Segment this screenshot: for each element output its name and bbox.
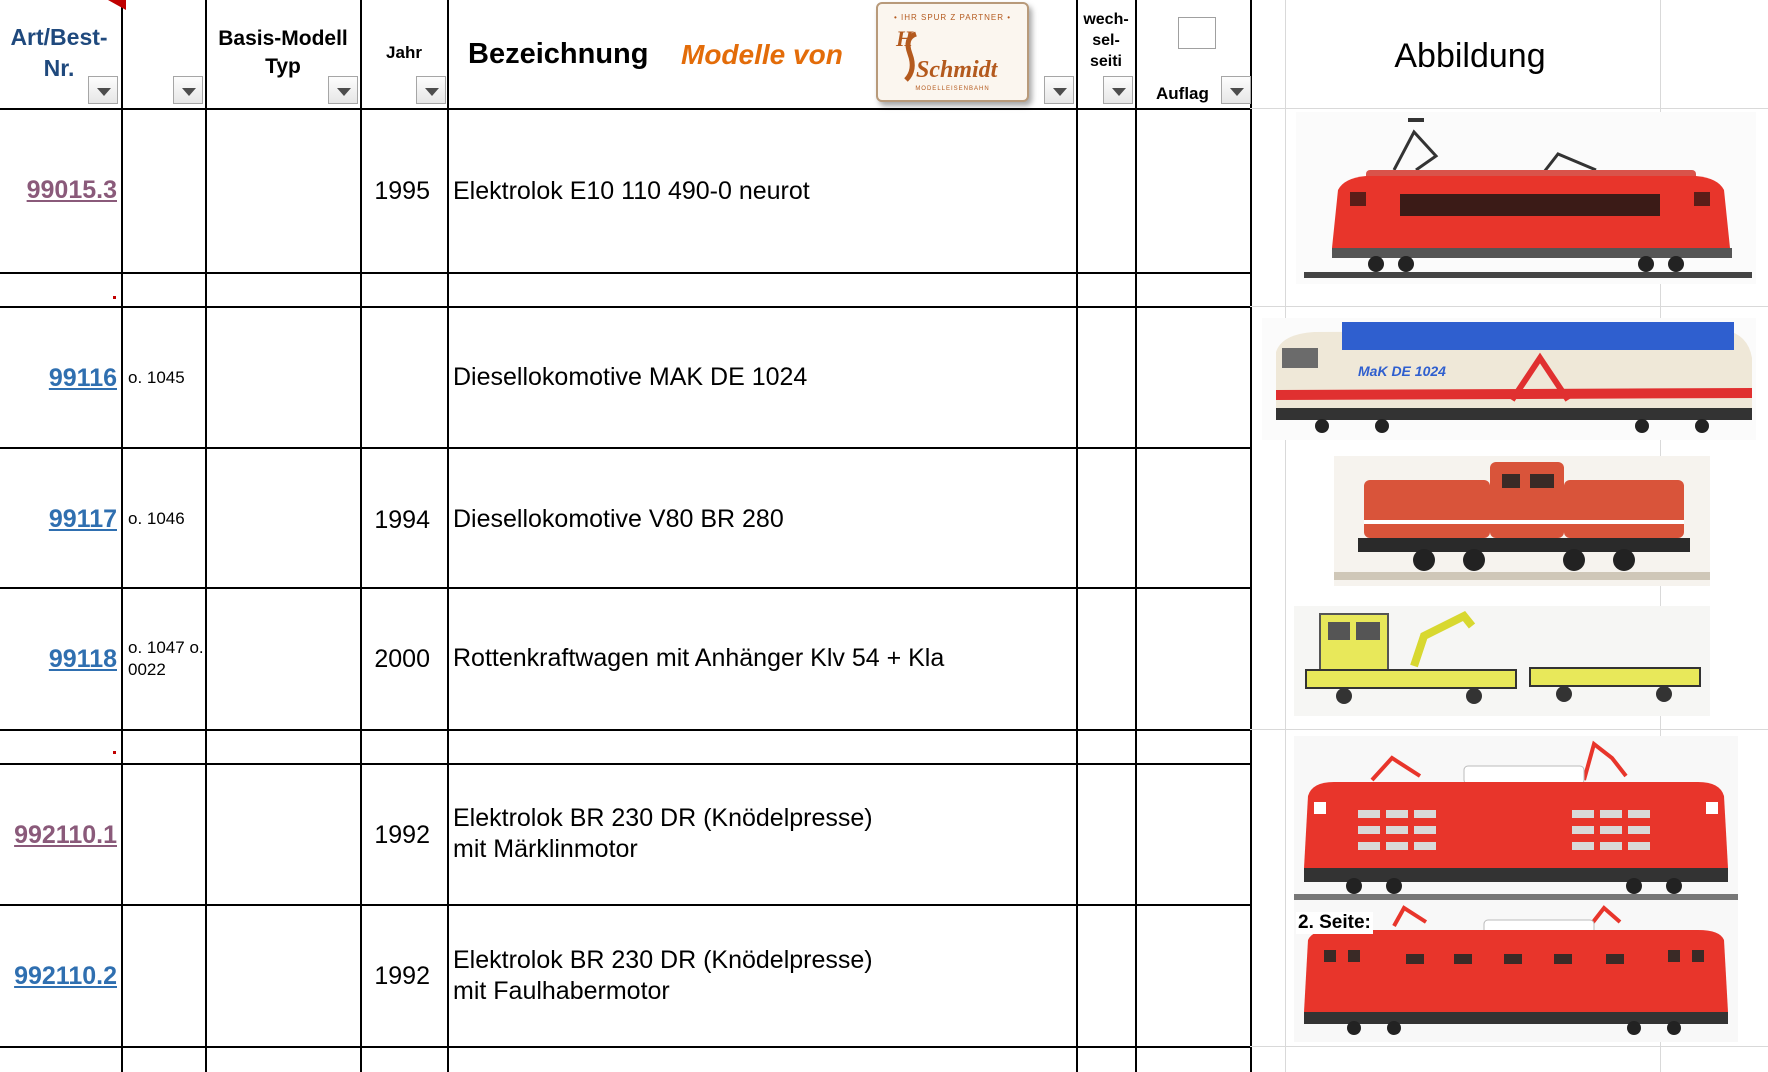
header-art-nr: Art/Best- Nr. [10, 24, 108, 81]
svg-text:MaK DE 1024: MaK DE 1024 [1358, 363, 1446, 379]
header-jahr: Jahr [386, 43, 422, 62]
art-nr-link[interactable]: 99117 [48, 505, 117, 533]
row-divider [0, 306, 1250, 308]
art-nr-link[interactable]: 992110.1 [14, 821, 117, 849]
comment-indicator [108, 0, 126, 10]
rottenkraftwagen-image [1294, 606, 1710, 716]
logo-top-text: • IHR SPUR Z PARTNER • [893, 13, 1012, 22]
description-cell: Rottenkraftwagen mit Anhänger Klv 54 + Kla [453, 644, 945, 672]
header-abbildung: Abbildung [1394, 37, 1546, 75]
row-divider [0, 729, 1250, 731]
basis-cell: o. 1045 [128, 368, 185, 387]
row-divider [0, 763, 1250, 765]
filter-dropdown-bezeichnung[interactable] [1044, 76, 1074, 104]
description-cell: Elektrolok E10 110 490-0 neurot [453, 177, 810, 205]
logo-sub-text: MODELLEISENBAHN [915, 86, 990, 92]
row-divider [0, 904, 1250, 906]
year-cell: 1995 [374, 177, 430, 205]
mak-de1024-diesel-image [1262, 318, 1756, 440]
header-bezeichnung: Bezeichnung [468, 38, 649, 70]
row-divider [0, 587, 1250, 589]
row-divider-light [1250, 108, 1768, 109]
red-dot-marker [113, 296, 116, 299]
row-divider-light [1250, 306, 1768, 307]
art-nr-link[interactable]: 99118 [48, 645, 117, 673]
row-divider-light [1250, 729, 1768, 730]
red-dot-marker [113, 751, 116, 754]
art-nr-link[interactable]: 99015.3 [26, 176, 117, 204]
col-divider [1076, 0, 1078, 1072]
v80-diesel-image [1334, 456, 1710, 586]
col-divider [360, 0, 362, 1072]
header-modelle-von: Modelle von [681, 39, 843, 70]
row-divider [0, 272, 1250, 274]
row-divider [0, 108, 1250, 110]
row-divider [0, 1046, 1250, 1048]
description-cell: Diesellokomotive V80 BR 280 [453, 505, 784, 533]
col-divider [1135, 0, 1137, 1072]
header-auflage: Auflag [1156, 84, 1209, 103]
col-divider [205, 0, 207, 1072]
header-checkbox[interactable] [1178, 17, 1216, 49]
logo-name: Schmidt [916, 57, 998, 83]
filter-dropdown-art[interactable] [88, 76, 118, 104]
filter-dropdown-jahr[interactable] [416, 76, 446, 104]
filter-dropdown-wechselseitig[interactable] [1103, 76, 1133, 104]
row-divider-light [1250, 1046, 1768, 1047]
description-cell: Elektrolok BR 230 DR (Knödelpresse) mit Faulhabermotor [453, 946, 873, 1005]
col-divider [1250, 0, 1252, 1072]
br230-side1-image [1294, 736, 1738, 906]
schmidt-logo [876, 2, 1029, 102]
row-divider [0, 447, 1250, 449]
red-e10-locomotive-image [1296, 112, 1756, 284]
filter-dropdown-basis[interactable] [328, 76, 358, 104]
year-cell: 2000 [374, 645, 430, 673]
description-cell: Elektrolok BR 230 DR (Knödelpresse) mit Märklinmotor [453, 804, 873, 863]
col-divider [447, 0, 449, 1072]
image-caption-second-side: 2. Seite: [1298, 912, 1371, 933]
logo-letter: H [896, 26, 914, 51]
description-cell: Diesellokomotive MAK DE 1024 [453, 363, 808, 391]
year-cell: 1994 [374, 506, 430, 534]
col-divider [121, 0, 123, 1072]
filter-dropdown-auflage[interactable] [1221, 76, 1251, 104]
col-divider-light [1285, 0, 1286, 1072]
year-cell: 1992 [374, 962, 430, 990]
basis-cell: o. 1046 [128, 509, 185, 528]
art-nr-link[interactable]: 99116 [48, 364, 117, 392]
header-wechselseitig: wech- sel- seiti [1083, 11, 1129, 70]
header-basis-modell: Basis-Modell Typ [218, 27, 348, 78]
art-nr-link[interactable]: 992110.2 [14, 962, 117, 990]
basis-cell: o. 1047 o. 0022 [128, 638, 204, 679]
filter-dropdown-col2[interactable] [173, 76, 203, 104]
year-cell: 1992 [374, 821, 430, 849]
